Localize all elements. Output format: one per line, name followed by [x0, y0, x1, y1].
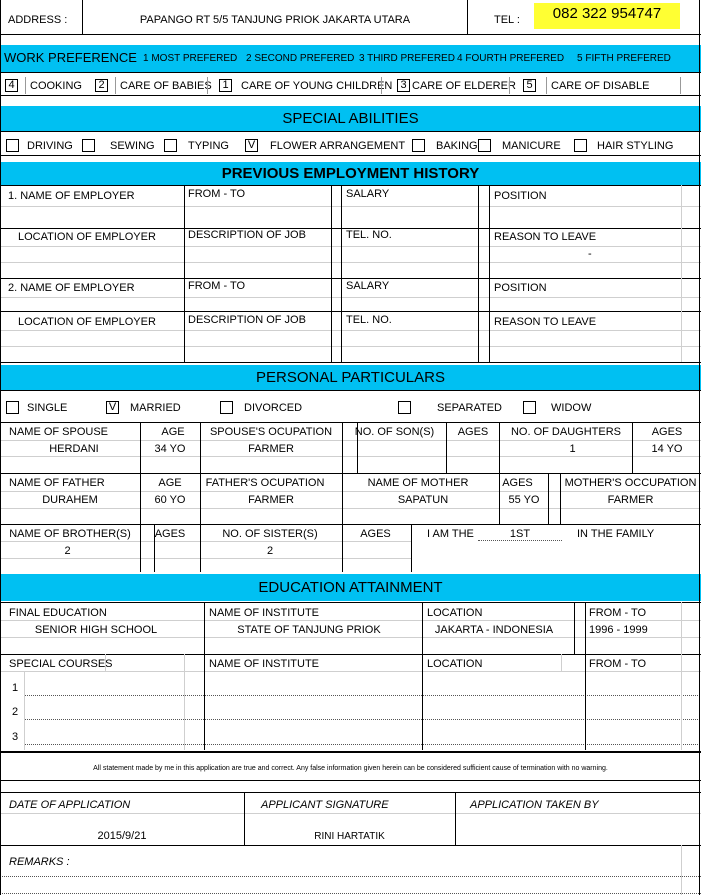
daughters-value: 1	[569, 443, 576, 455]
rank-box-children[interactable]: 1	[219, 79, 232, 92]
address-value: PAPANGO RT 5/5 TANJUNG PRIOK JAKARTA UTARA	[139, 14, 411, 26]
courses-institute-label: NAME OF INSTITUTE	[209, 658, 319, 670]
education-title: EDUCATION ATTAINMENT	[258, 579, 443, 596]
course-line-3	[24, 744, 700, 745]
status-box-married[interactable]: V	[106, 401, 119, 414]
ability-box-manicure[interactable]	[478, 139, 491, 152]
divider	[0, 155, 701, 156]
status-label-married: MARRIED	[130, 402, 181, 414]
divider	[574, 602, 575, 654]
pref-label-elderer: CARE OF ELDERER	[412, 80, 516, 92]
course-line-1	[24, 695, 700, 696]
remarks-line-1	[0, 876, 701, 877]
grid	[0, 297, 701, 298]
brothers-value: 2	[64, 545, 71, 557]
grid	[0, 440, 701, 441]
sisters-ages-label: AGES	[360, 528, 391, 540]
divider	[585, 602, 586, 750]
reason-value-1: -	[588, 248, 592, 260]
divider	[115, 77, 116, 94]
grid	[681, 602, 682, 750]
ability-label-typing: TYPING	[188, 140, 229, 152]
in-family-label: IN THE FAMILY	[577, 528, 655, 540]
divider	[0, 72, 701, 73]
from-to-label-1: FROM - TO	[188, 188, 246, 200]
divider	[478, 185, 479, 362]
daughters-label: NO. OF DAUGHTERS	[510, 426, 621, 438]
father-occupation-label: FATHER'S OCUPATION	[205, 477, 325, 489]
grid	[184, 654, 185, 750]
divider	[422, 602, 423, 750]
description-label-2: DESCRIPTION OF JOB	[188, 314, 306, 326]
ability-label-sewing: SEWING	[110, 140, 155, 152]
sons-label: NO. OF SON(S)	[354, 426, 435, 438]
legend-2: 2 SECOND PREFERED	[246, 53, 355, 64]
divider	[207, 77, 208, 94]
divider	[560, 473, 561, 524]
courses-from-to-label: FROM - TO	[589, 658, 647, 670]
course-number-2: 2	[12, 706, 19, 718]
divider	[499, 473, 500, 524]
tel-value: 082 322 954747	[534, 3, 680, 29]
daughters-ages-label: AGES	[651, 426, 683, 438]
grid	[0, 813, 701, 814]
divider	[82, 0, 83, 34]
salary-label-2: SALARY	[346, 280, 390, 292]
status-box-widow[interactable]	[523, 401, 536, 414]
ability-label-manicure: MANICURE	[502, 140, 561, 152]
date-value: 2015/9/21	[97, 830, 147, 842]
divider	[331, 185, 332, 362]
salary-label-1: SALARY	[346, 188, 390, 200]
spouse-name-label: NAME OF SPOUSE	[9, 426, 109, 438]
frame-right	[699, 0, 700, 895]
location-value: JAKARTA - INDONESIA	[434, 624, 554, 636]
pref-label-babies: CARE OF BABIES	[120, 80, 212, 92]
special-abilities-title: SPECIAL ABILITIES	[282, 110, 419, 127]
father-name-label: NAME OF FATHER	[9, 477, 105, 489]
employer1-label: 1. NAME OF EMPLOYER	[8, 190, 135, 202]
divider	[499, 422, 500, 473]
statement-text: All statement made by me in this application are true and correct. Any false information given herein can be considered sufficient cause of termination with no warning.	[93, 765, 608, 772]
frame-left	[0, 0, 1, 895]
mother-age-label: AGES	[502, 477, 533, 489]
rank-box-cooking[interactable]: 4	[5, 79, 18, 92]
remarks-label: REMARKS :	[9, 856, 70, 868]
divider	[244, 792, 245, 845]
final-education-label: FINAL EDUCATION	[9, 607, 107, 619]
divider	[0, 278, 701, 279]
courses-location-label: LOCATION	[427, 658, 483, 670]
grid	[0, 456, 701, 457]
divider	[0, 34, 701, 35]
divider	[680, 77, 681, 94]
from-to-label-2: FROM - TO	[188, 280, 246, 292]
divider	[467, 0, 468, 34]
divider	[0, 311, 701, 312]
ability-box-sewing[interactable]	[82, 139, 95, 152]
status-label-widow: WIDOW	[551, 402, 592, 414]
grid	[0, 330, 701, 331]
grid	[0, 491, 701, 492]
grid	[681, 845, 682, 895]
divider	[0, 751, 701, 753]
location-label-2: LOCATION OF EMPLOYER	[18, 316, 156, 328]
position-label-1: POSITION	[494, 190, 547, 202]
divider	[0, 524, 701, 525]
divider	[0, 228, 701, 229]
course-number-3: 3	[12, 731, 19, 743]
i-am-the-label: I AM THE	[427, 528, 474, 540]
tel-no-label-2: TEL. NO.	[346, 314, 392, 326]
divider	[0, 422, 701, 423]
legend-1: 1 MOST PREFERED	[143, 53, 238, 64]
divider	[25, 77, 26, 94]
divider	[446, 422, 447, 473]
divider	[632, 422, 633, 473]
grid	[0, 541, 411, 542]
grid	[0, 671, 701, 672]
birth-order-value: 1ST	[509, 528, 531, 540]
grid	[0, 262, 701, 263]
divider	[0, 780, 701, 781]
date-label: DATE OF APPLICATION	[9, 799, 131, 811]
from-to-value: 1996 - 1999	[589, 624, 648, 636]
rank-box-babies[interactable]: 2	[95, 79, 108, 92]
ability-box-driving[interactable]	[6, 139, 19, 152]
employer2-label: 2. NAME OF EMPLOYER	[8, 282, 135, 294]
location-label-1: LOCATION OF EMPLOYER	[18, 231, 156, 243]
course-line-2	[24, 719, 700, 720]
signature-value: RINI HARTATIK	[314, 831, 385, 842]
divider	[0, 473, 701, 474]
ability-label-hair: HAIR STYLING	[597, 140, 674, 152]
status-box-separated[interactable]	[398, 401, 411, 414]
signature-label: APPLICANT SIGNATURE	[261, 799, 389, 811]
location-label: LOCATION	[427, 607, 483, 619]
rank-box-disable[interactable]: 5	[523, 79, 536, 92]
from-to-label: FROM - TO	[589, 607, 647, 619]
legend-4: 4 FOURTH PREFERED	[457, 53, 565, 64]
divider	[381, 77, 382, 94]
mother-occupation-label: MOTHER'S OCCUPATION	[564, 477, 697, 489]
divider	[0, 362, 701, 363]
grid	[0, 206, 701, 207]
ability-box-flower[interactable]: V	[245, 139, 258, 152]
status-box-divorced[interactable]	[220, 401, 233, 414]
divider	[140, 422, 141, 572]
ability-label-flower: FLOWER ARRANGEMENT	[270, 140, 406, 152]
spouse-occupation-value: FARMER	[248, 443, 294, 455]
final-education-value: SENIOR HIGH SCHOOL	[34, 624, 158, 636]
legend-3: 3 THIRD PREFERED	[359, 53, 455, 64]
tel-no-label-1: TEL. NO.	[346, 229, 392, 241]
grid	[681, 185, 682, 362]
grid	[105, 654, 106, 671]
father-age-value: 60 YO	[154, 494, 186, 506]
pref-label-cooking: COOKING	[30, 80, 82, 92]
grid	[24, 671, 25, 750]
spouse-age-label: AGE	[161, 426, 185, 438]
institute-label: NAME OF INSTITUTE	[209, 607, 319, 619]
divider	[0, 845, 701, 846]
ability-label-driving: DRIVING	[27, 140, 73, 152]
rank-box-elderer[interactable]: 3	[397, 79, 410, 92]
sisters-label: NO. OF SISTER(S)	[222, 528, 318, 540]
sons-ages-label: AGES	[457, 426, 489, 438]
divider	[204, 602, 205, 750]
mother-name-value: SAPATUN	[397, 494, 449, 506]
grid	[0, 558, 411, 559]
sisters-value: 2	[266, 545, 274, 557]
divider	[0, 131, 701, 132]
father-age-label: AGE	[158, 477, 182, 489]
spouse-occupation-label: SPOUSE'S OCUPATION	[209, 426, 333, 438]
ability-label-baking: BAKING	[436, 140, 478, 152]
institute-value: STATE OF TANJUNG PRIOK	[237, 624, 381, 636]
personal-title: PERSONAL PARTICULARS	[256, 369, 445, 386]
pref-label-children: CARE OF YOUNG CHILDREN	[241, 80, 393, 92]
description-label-1: DESCRIPTION OF JOB	[188, 229, 306, 241]
divider	[341, 185, 342, 362]
divider	[200, 422, 201, 473]
grid	[0, 346, 701, 347]
position-label-2: POSITION	[494, 282, 547, 294]
divider	[0, 792, 701, 793]
special-courses-label: SPECIAL COURSES	[9, 658, 113, 670]
divider	[0, 602, 701, 603]
mother-age-value: 55 YO	[508, 494, 540, 506]
divider	[357, 422, 358, 473]
ability-box-hair[interactable]	[574, 139, 587, 152]
birth-order-underline	[478, 540, 562, 541]
legend-5: 5 FIFTH PREFERED	[577, 53, 671, 64]
brothers-label: NAME OF BROTHER(S)	[9, 528, 131, 540]
status-label-separated: SEPARATED	[437, 402, 502, 414]
employment-title: PREVIOUS EMPLOYMENT HISTORY	[221, 165, 480, 182]
divider	[509, 77, 510, 94]
daughters-ages-value: 14 YO	[651, 443, 683, 455]
mother-occupation-value: FARMER	[607, 494, 654, 506]
ability-box-typing[interactable]	[164, 139, 177, 152]
status-label-divorced: DIVORCED	[244, 402, 303, 414]
divider	[411, 524, 412, 572]
divider	[548, 473, 549, 524]
reason-label-2: REASON TO LEAVE	[494, 316, 597, 328]
mother-name-label: NAME OF MOTHER	[367, 477, 469, 489]
grid	[0, 620, 701, 621]
divider	[455, 792, 456, 845]
status-label-single: SINGLE	[27, 402, 68, 414]
divider	[0, 95, 701, 96]
divider	[0, 185, 701, 186]
spouse-age-value: 34 YO	[154, 443, 186, 455]
pref-label-disable: CARE OF DISABLE	[551, 80, 650, 92]
reason-label-1: REASON TO LEAVE	[494, 231, 597, 243]
divider	[184, 185, 185, 362]
grid	[0, 508, 701, 509]
divider	[0, 390, 701, 391]
address-label: ADDRESS :	[8, 14, 68, 26]
ability-box-baking[interactable]	[412, 139, 425, 152]
work-preference-title: WORK PREFERENCE	[4, 50, 137, 65]
divider	[342, 422, 343, 572]
grid	[561, 654, 562, 671]
grid	[0, 246, 701, 247]
course-number-1: 1	[12, 682, 19, 694]
brothers-ages-label: AGES	[154, 528, 186, 540]
divider	[200, 473, 201, 572]
spouse-name-value: HERDANI	[49, 443, 99, 455]
taken-by-label: APPLICATION TAKEN BY	[470, 799, 599, 811]
father-name-value: DURAHEM	[42, 494, 98, 506]
divider	[154, 524, 155, 572]
remarks-line-2	[0, 893, 701, 894]
tel-label: TEL :	[494, 14, 520, 26]
divider	[489, 185, 490, 362]
father-occupation-value: FARMER	[248, 494, 294, 506]
status-box-single[interactable]	[6, 401, 19, 414]
divider	[546, 77, 547, 94]
grid	[0, 637, 701, 638]
